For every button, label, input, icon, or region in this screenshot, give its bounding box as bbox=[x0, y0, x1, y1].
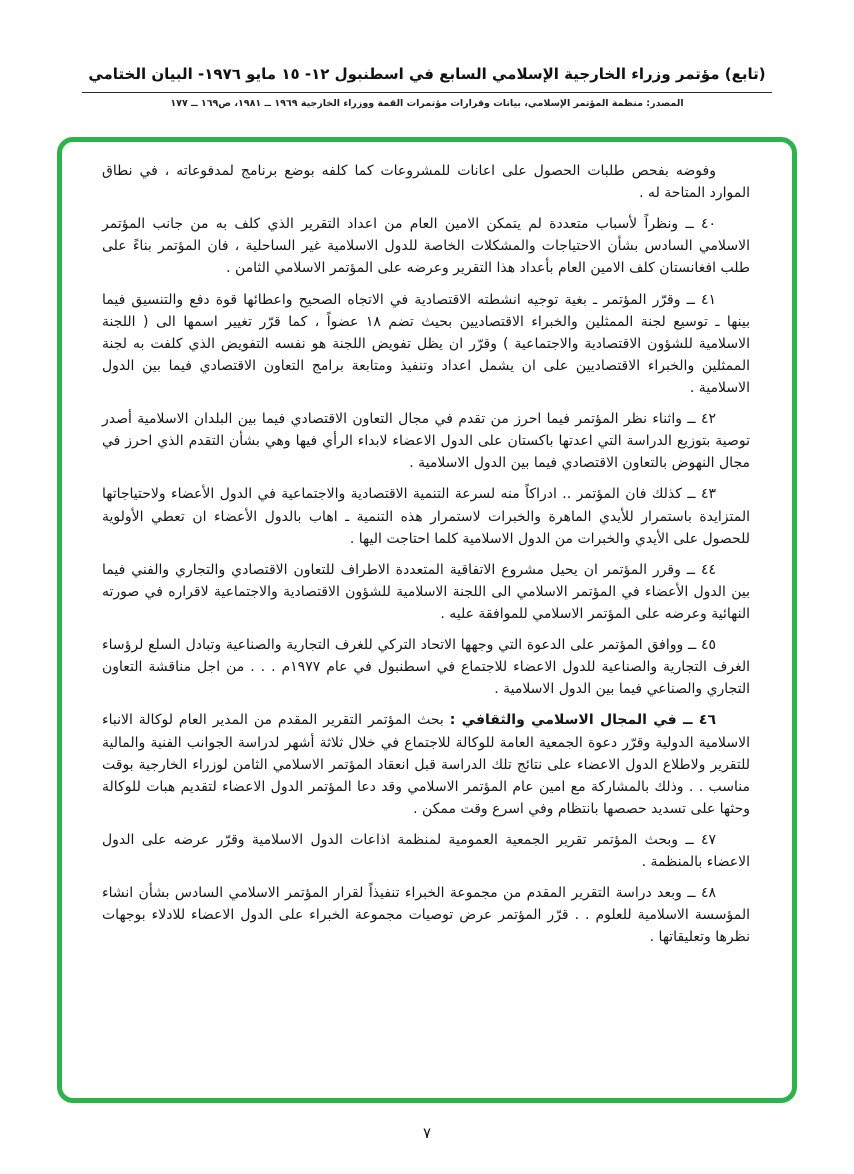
paragraph: ٤٤ ــ وقرر المؤتمر ان يحيل مشروع الاتفاقية المتعددة الاطراف للتعاون الاقتصادي والتجاري والفني فيما بين الدول الأعضاء في المؤتمر الاسلامي الى اللجنة الاسلامية للشؤون الاقتصادية والاجتماعية لاقراره في صورته النهائية وعرضه على المؤتمر الاسلامي للموافقة عليه . bbox=[102, 561, 750, 622]
paragraph: ٤٧ ــ وبحث المؤتمر تقرير الجمعية العمومية لمنظمة اذاعات الدول الاسلامية وقرّر عرضه على الدول الاعضاء بالمنظمة . bbox=[102, 831, 750, 871]
paragraph: ٤٨ ــ وبعد دراسة التقرير المقدم من مجموعة الخبراء تنفيذاً لقرار المؤتمر الاسلامي السادس بشأن انشاء المؤسسة الاسلامية للعلوم . . قرّر المؤتمر عرض توصيات مجموعة الخبراء على الدول الاعضاء للادلاء بوجهات نظرها وتعليقاتها . bbox=[102, 885, 750, 946]
paragraph: ٤٣ ــ كذلك فان المؤتمر .. ادراكاً منه لسرعة التنمية الاقتصادية والاجتماعية في الدول الأعضاء ولاحتياجاتها المتزايدة باستمرار للأيدي الماهرة والخبرات لاستمرار هذه التنمية ـ اهاب بالدول الأعضاء ان تعطي الأولوية للحصول على الأيدي والخبرات من الدول الاسلامية كلما احتاجت اليها . bbox=[102, 486, 750, 547]
page-number: ٧ bbox=[422, 1124, 432, 1142]
paragraph-lead: ٤٦ ــ في المجال الاسلامي والثقافي : bbox=[449, 712, 716, 729]
document-header bbox=[60, 64, 794, 109]
document-body bbox=[62, 142, 792, 949]
green-border-frame bbox=[57, 137, 797, 1103]
paragraph: ٤٦ ــ في المجال الاسلامي والثقافي : بحث المؤتمر التقرير المقدم من المدير العام لوكالة الانباء الاسلامية الدولية وقرّر دعوة الجمعية العامة للوكالة للاجتماع في خلال ثلاثة أشهر لدراسة الجوانب الفنية والمالية للتقرير ولاطلاع الدول الاعضاء على نتائج تلك الدراسة قبل انعقاد المؤتمر الاسلامي الثامن لوزراء الخارجية بوقت مناسب . . وذلك بالمشاركة مع امين عام المؤتمر الاسلامي وقد دعا المؤتمر الدول الاعضاء لتقديم هبات للوكالة وحثها على تسديد حصصها بانتظام وفي اسرع وقت ممكن . bbox=[102, 712, 750, 817]
paragraph: ٤٠ ــ ونظراً لأسباب متعددة لم يتمكن الامين العام من اعداد التقرير الذي كلف به من جانب المؤتمر الاسلامي السادس بشأن الاحتياجات والمشكلات الخاصة للدول الاسلامية غير الساحلية ، فان المؤتمر بناءً على طلب افغانستان كلف الامين العام بأعداد هذا التقرير وعرضه على المؤتمر الاسلامي الثامن . bbox=[102, 216, 750, 277]
paragraph: ٤٢ ــ واثناء نظر المؤتمر فيما احرز من تقدم في مجال التعاون الاقتصادي فيما بين البلدان الاسلامية أصدر توصية بتوزيع الدراسة التي اعدتها باكستان على الدول الاعضاء لابداء الرأي فيها وهي بشأن التقدم الذي احرز في مجال النهوض بالتعاون الاقتصادي فيما بين الدول الاسلامية . bbox=[102, 411, 750, 472]
header-divider bbox=[82, 92, 772, 93]
paragraph: ٤٥ ــ ووافق المؤتمر على الدعوة التي وجهها الاتحاد التركي للغرف التجارية والصناعية وتبادل السلع لرؤساء الغرف التجارية والصناعية للدول الاعضاء للاجتماع في اسطنبول في عام ١٩٧٧م . . . من اجل مناقشة التعاون التجاري والصناعي فيما بين الدول الاسلامية . bbox=[102, 637, 751, 698]
source-line: المصدر: منظمة المؤتمر الإسلامي، بيانات وقرارات مؤتمرات القمة ووزراء الخارجية ١٩٦٩ ــ ١٩٨١، ص١٦٩ ــ ١٧٧ bbox=[170, 98, 684, 109]
paragraph: وفوضه بفحص طلبات الحصول على اعانات للمشروعات كما كلفه بوضع برنامج لمدفوعاته ، في نطاق الموارد المتاحة له . bbox=[102, 163, 750, 202]
page-title: (تابع) مؤتمر وزراء الخارجية الإسلامي السابع في اسطنبول ١٢- ١٥ مايو ١٩٧٦- البيان الختامي bbox=[88, 65, 766, 83]
paragraph: ٤١ ــ وقرّر المؤتمر ـ بغية توجيه انشطته الاقتصادية في الاتجاه الصحيح واعطائها قوة دفع والتنسيق فيما بينها ـ توسيع لجنة الممثلين والخبراء الاقتصاديين بحيث تضم ١٨ عضواً ، كما قرّر تغيير اسمها الى ( اللجنة الاسلامية للشؤون الاقتصادية والاجتماعية ) وقرّر ان يظل تفويض اللجنة هو نفسه التفويض الذي كلفت به لجنة الممثلين والخبراء الاقتصاديين على ان يشمل اعداد وتنفيذ ومتابعة برامج التعاون الاقتصادي فيما بين الدول الاسلامية . bbox=[102, 291, 750, 396]
